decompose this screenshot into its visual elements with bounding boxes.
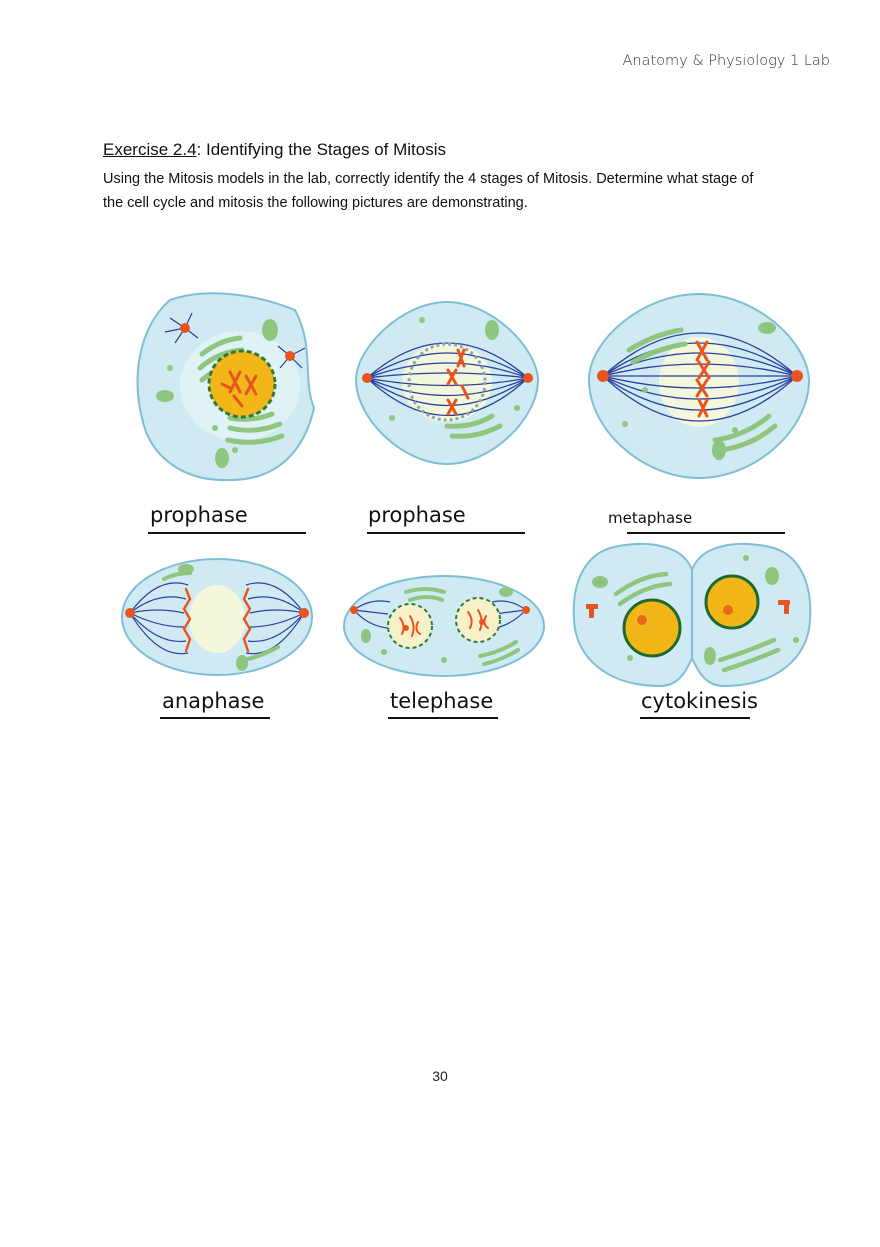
answer-line-cell-5 xyxy=(388,717,498,719)
answer-line-cell-2 xyxy=(367,532,525,534)
answer-line-cell-6 xyxy=(640,717,750,719)
running-header: Anatomy & Physiology 1 Lab xyxy=(622,53,830,69)
exercise-number: Exercise 2.4 xyxy=(103,140,197,159)
answer-label-cell-6: cytokinesis xyxy=(641,689,758,713)
page-number: 30 xyxy=(432,1068,448,1084)
cell-anaphase-illustration xyxy=(118,555,316,679)
answer-label-cell-1: prophase xyxy=(150,503,248,527)
exercise-title: : Identifying the Stages of Mitosis xyxy=(196,140,447,159)
exercise-instructions xyxy=(103,167,833,215)
answer-label-cell-4: anaphase xyxy=(162,689,265,713)
exercise-heading xyxy=(103,140,446,160)
cell-telophase-illustration xyxy=(340,572,548,680)
cell-prophase-1-illustration xyxy=(130,288,320,486)
answer-label-cell-5: telephase xyxy=(390,689,494,713)
cell-cytokinesis-illustration xyxy=(570,540,814,690)
answer-line-cell-1 xyxy=(148,532,306,534)
cell-metaphase-illustration xyxy=(585,290,813,482)
answer-label-cell-3: metaphase xyxy=(608,509,693,527)
cell-prophase-2-illustration xyxy=(352,298,542,468)
answer-label-cell-2: prophase xyxy=(368,503,466,527)
answer-line-cell-4 xyxy=(160,717,270,719)
answer-line-cell-3 xyxy=(627,532,785,534)
instructions-line-1: Using the Mitosis models in the lab, correctly identify the 4 stages of Mitosis. Determine what stage of xyxy=(103,171,754,187)
instructions-line-2: the cell cycle and mitosis the following pictures are demonstrating. xyxy=(103,195,528,211)
